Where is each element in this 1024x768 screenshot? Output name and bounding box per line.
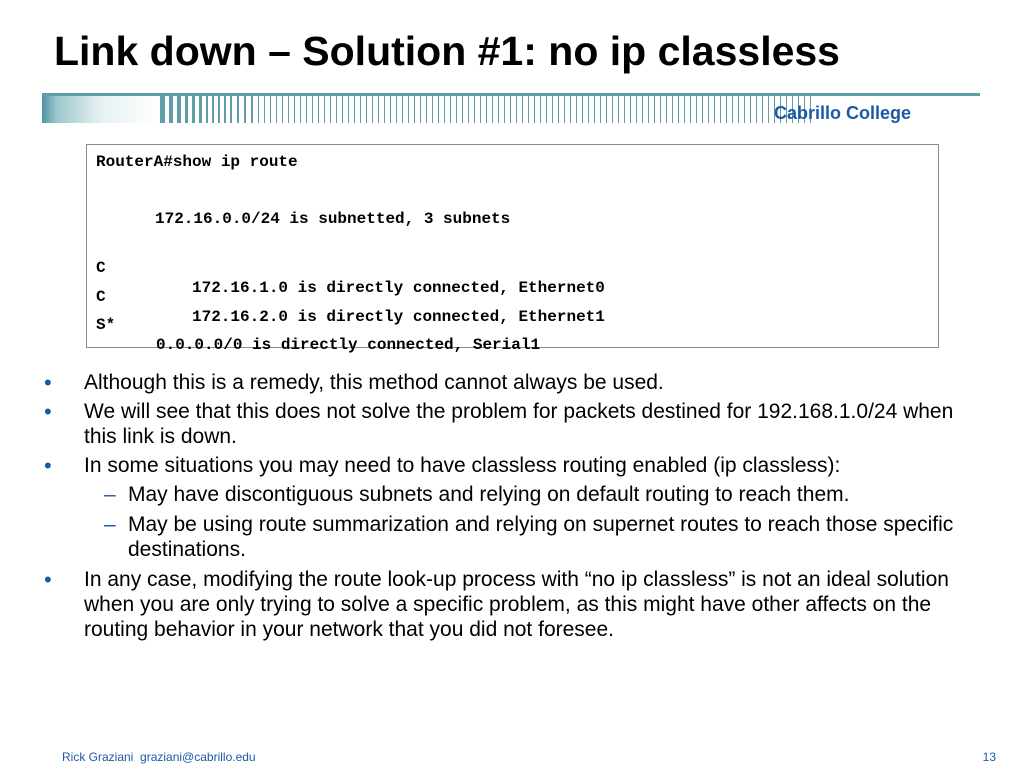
page-number: 13 bbox=[982, 750, 996, 764]
code-command: RouterA#show ip route bbox=[96, 153, 298, 171]
route-code: S* bbox=[96, 316, 116, 334]
bullet-text: Although this is a remedy, this method cannot always be used. bbox=[84, 371, 664, 394]
dash-icon: – bbox=[104, 513, 116, 536]
slide-title: Link down – Solution #1: no ip classless bbox=[54, 28, 840, 74]
bullet-item bbox=[44, 567, 964, 642]
bullet-text: We will see that this does not solve the problem for packets destined for 192.168.1.0/24 when this link is down. bbox=[84, 400, 954, 448]
footer-email: graziani@cabrillo.edu bbox=[140, 750, 256, 764]
brand-logo-text: Cabrillo College bbox=[774, 103, 912, 123]
bullet-text: In any case, modifying the route look-up process with “no ip classless” is not an ideal solution when you are only trying to solve a specific problem, as this might have other affects on the routing behavior in your network that you did not foresee. bbox=[84, 568, 949, 641]
bullet-item bbox=[44, 370, 964, 395]
route-code: C bbox=[96, 288, 106, 306]
footer-author: Rick Graziani bbox=[62, 750, 134, 764]
route-code: C bbox=[96, 259, 106, 277]
bullet-text: In some situations you may need to have classless routing enabled (ip classless): bbox=[84, 454, 841, 477]
bullet-item bbox=[44, 399, 964, 449]
footer-credit bbox=[62, 750, 256, 764]
code-summary: 172.16.0.0/24 is subnetted, 3 subnets bbox=[155, 210, 511, 228]
bullet-dot-icon: • bbox=[44, 453, 52, 478]
sub-bullet-text: May be using route summarization and relying on supernet routes to reach those specific destinations. bbox=[128, 513, 954, 561]
bullet-dot-icon: • bbox=[44, 567, 52, 592]
sub-bullet-text: May have discontiguous subnets and relying on default routing to reach them. bbox=[128, 483, 850, 506]
sub-bullet-item bbox=[44, 482, 964, 507]
dash-icon: – bbox=[104, 483, 116, 506]
bullet-list bbox=[44, 370, 964, 646]
route-entry: 172.16.2.0 is directly connected, Ethernet1 bbox=[192, 308, 605, 326]
bullet-item bbox=[44, 453, 964, 478]
route-output-box bbox=[86, 144, 939, 354]
route-entry: 172.16.1.0 is directly connected, Ethernet0 bbox=[192, 279, 605, 297]
sub-bullet-item bbox=[44, 512, 964, 562]
bullet-dot-icon: • bbox=[44, 370, 52, 395]
bullet-dot-icon: • bbox=[44, 399, 52, 424]
route-entry: 0.0.0.0/0 is directly connected, Serial1 bbox=[156, 336, 541, 354]
